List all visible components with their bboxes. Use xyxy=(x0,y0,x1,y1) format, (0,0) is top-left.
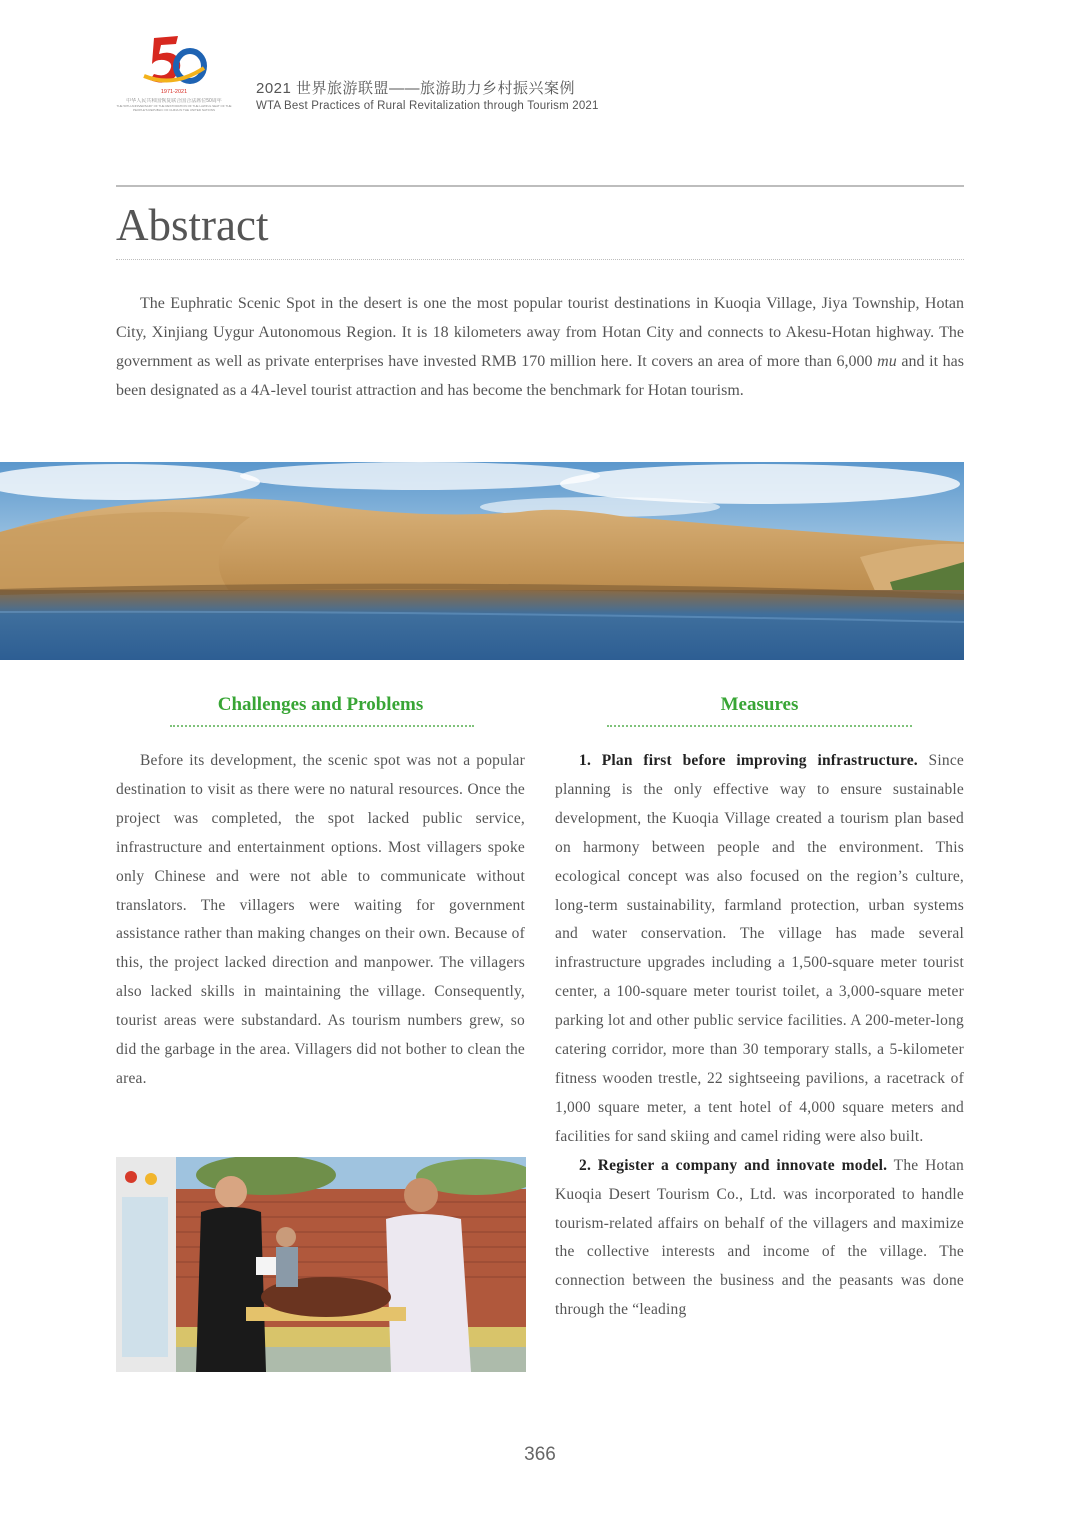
measures-heading: Measures xyxy=(720,694,799,715)
header-title-en: WTA Best Practices of Rural Revitalization through Tourism 2021 xyxy=(256,100,599,112)
measure-item-2: 2. Register a company and innovate model. The Hotan Kuoqia Desert Tourism Co., Ltd. was incorporated to handle tourism-related affairs on behalf of the villagers and maximize the collective interests and income of the village. The connection between the business and the peasants was done through the “leading xyxy=(555,1156,964,1319)
anniversary-logo xyxy=(114,30,234,116)
logo-caption-en: THE 50TH ANNIVERSARY OF THE RESTORATION OF THE LAWFUL SEAT OF THE PEOPLE'S REPUBLIC OF CHINA IN THE UNITED NATIONS xyxy=(116,104,232,112)
challenges-heading-divider xyxy=(170,725,474,727)
intro-paragraph: The Euphratic Scenic Spot in the desert is one the most popular tourist destinations in Kuoqia Village, Jiya Township, Hotan City, Xinjiang Uygur Autonomous Region. It is 18 kilometers away from Hotan City and connects to Akesu-Hotan highway. The government as well as private enterprises have invested RMB 170 million here. It covers an area of more than 6,000 mu and it has been designated as a 4A-level tourist attraction and has become the benchmark for Hotan tourism. xyxy=(116,295,964,399)
challenges-heading: Challenges and Problems xyxy=(217,694,424,715)
page-title: Abstract xyxy=(116,200,269,250)
top-divider xyxy=(116,185,964,187)
header-title-cn: 2021 世界旅游联盟——旅游助力乡村振兴案例 xyxy=(256,80,576,97)
running-header xyxy=(256,80,599,114)
logo-caption-cn: 中华人民共和国恢复联合国合法席位50周年 xyxy=(126,98,222,104)
challenges-column xyxy=(116,747,525,1094)
measures-column xyxy=(555,747,964,1325)
logo-years: 1971-2021 xyxy=(160,89,188,95)
challenges-paragraph: Before its development, the scenic spot was not a popular destination to visit as there were no natural resources. Once the project was completed, the spot lacked public service, infrastructure and entertainment options. Most villagers spoke only Chinese and were not able to communicate without translators. The villagers were waiting for government assistance rather than making changes on their own. Because of this, the project lacked direction and manpower. The villagers also lacked skills in maintaining the village. Consequently, tourist areas were substandard. As tourism numbers grew, so did the garbage in the area. Villagers did not bother to clean the area. xyxy=(116,752,525,1087)
measures-heading-divider xyxy=(607,725,912,727)
title-divider xyxy=(116,259,964,260)
desert-lake-banner-image xyxy=(0,462,964,660)
measure-item-1: 1. Plan first before improving infrastructure. Since planning is the only effective way to ensure sustainable development, the Kuoqia Village created a tourism plan based on harmony between people and the environment. This ecological concept was also focused on the region’s culture, long-term sustainability, farmland protection, urban systems and water conservation. The village has made several infrastructure upgrades including a 1,500-square meter tourist center, a 100-square meter tourist toilet, a 3,000-square meter parking lot and other public service facilities. A 200-meter-long catering corridor, more than 30 temporary stalls, a 5-kilometer fitness wooden trestle, 22 sightseeing pavilions, a racetrack of 1,000 square meter, a tent hotel of 4,000 square meters and facilities for sand skiing and camel riding were also built. xyxy=(555,752,964,1145)
villagers-photo xyxy=(116,1157,526,1372)
page-number: 366 xyxy=(524,1444,556,1465)
